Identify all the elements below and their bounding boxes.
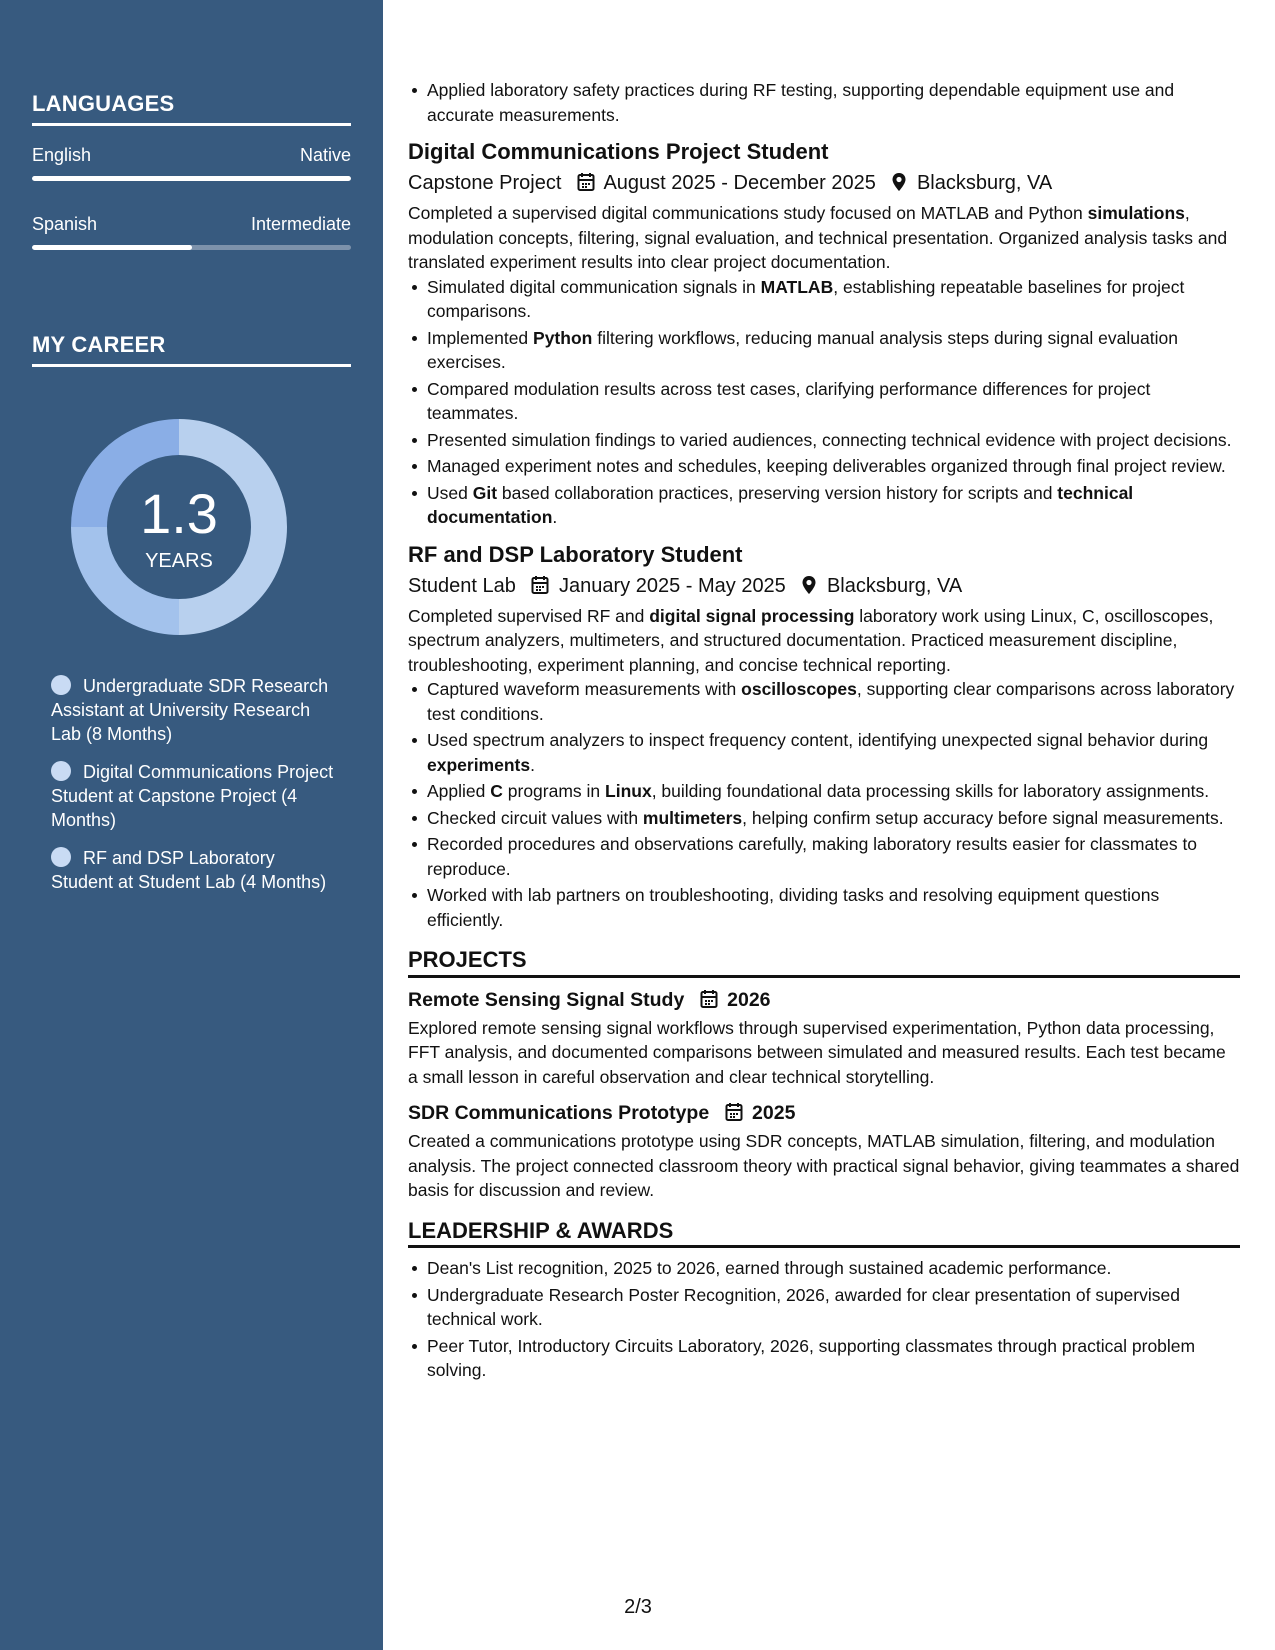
bullet-item: Implemented Python filtering workflows, reducing manual analysis steps during signal evaluation exercises.	[427, 326, 1240, 375]
sidebar	[0, 0, 383, 1650]
career-item	[51, 846, 341, 894]
language-proficiency-fill	[32, 176, 351, 181]
job-entry	[408, 137, 1240, 530]
job-description: Completed supervised RF and digital signal processing laboratory work using Linux, C, oscilloscopes, spectrum analyzers, multimeters, and structured documentation. Practiced measurement discipline, troubleshooting, experiment planning, and concise technical reporting.	[408, 605, 1214, 675]
intro-bullets	[408, 78, 1240, 127]
career-item	[51, 760, 341, 832]
bullet-dot-icon	[51, 675, 71, 695]
project-description: Created a communications prototype using SDR concepts, MATLAB simulation, filtering, and modulation analysis. The project connected classroom theory with practical signal behavior, giving teammates a shared basis for discussion and review.	[408, 1131, 1240, 1200]
bullet-item: Recorded procedures and observations carefully, making laboratory results easier for classmates to reproduce.	[427, 832, 1240, 881]
job-description: Completed a supervised digital communications study focused on MATLAB and Python simulations, modulation concepts, filtering, signal evaluation, and technical presentation. Organized analysis tasks and translated experiment results into clear project documentation.	[408, 203, 1228, 272]
bullet-item: Applied laboratory safety practices during RF testing, supporting dependable equipment use and accurate measurements.	[427, 78, 1240, 127]
bullet-item: Applied C programs in Linux, building foundational data processing skills for laboratory assignments.	[427, 779, 1240, 804]
awards-heading: LEADERSHIP & AWARDS	[408, 1219, 1240, 1249]
project-title-row	[408, 1099, 1240, 1127]
calendar-icon	[725, 1102, 743, 1122]
job-dates: January 2025 - May 2025	[559, 574, 786, 597]
language-level: Native	[299, 145, 351, 165]
job-org: Capstone Project	[408, 172, 562, 194]
bullet-item: Managed experiment notes and schedules, keeping deliverables organized through final project review.	[427, 454, 1240, 479]
map-pin-icon	[891, 172, 907, 192]
job-location: Blacksburg, VA	[826, 574, 963, 597]
projects-heading: PROJECTS	[408, 948, 1240, 978]
language-proficiency-bar	[32, 245, 351, 250]
project-entry	[408, 986, 1240, 1090]
job-entry	[408, 540, 1240, 933]
calendar-icon	[531, 575, 549, 595]
bullet-item: Compared modulation results across test cases, clarifying performance differences for project teammates.	[427, 377, 1240, 426]
awards-list	[408, 1256, 1240, 1383]
bullet-item: Used spectrum analyzers to inspect frequency content, identifying unexpected signal behavior during experiments.	[427, 728, 1240, 777]
career-heading: MY CAREER	[32, 332, 351, 367]
bullet-item: Checked circuit values with multimeters, helping confirm setup accuracy before signal measurements.	[427, 806, 1240, 831]
language-name: English	[32, 145, 92, 165]
project-year: 2026	[727, 988, 771, 1011]
career-item-text: Digital Communications Project Student at Capstone Project (4 Months)	[51, 762, 334, 830]
language-proficiency-bar	[32, 176, 351, 181]
bullet-item: Used Git based collaboration practices, preserving version history for scripts and technical documentation.	[427, 481, 1240, 530]
job-bullets	[408, 677, 1240, 932]
project-title: SDR Communications Prototype	[408, 1102, 710, 1124]
project-title-row	[408, 986, 1240, 1014]
career-years-value: 1.3	[140, 482, 218, 545]
career-list	[51, 674, 341, 908]
language-proficiency-fill	[32, 245, 192, 250]
career-donut-chart	[66, 414, 292, 640]
career-item	[51, 674, 341, 746]
job-bullets	[408, 275, 1240, 530]
bullet-item: Captured waveform measurements with oscilloscopes, supporting clear comparisons across laboratory test conditions.	[427, 677, 1240, 726]
award-item: Undergraduate Research Poster Recognition, 2026, awarded for clear presentation of supervised technical work.	[427, 1283, 1240, 1332]
bullet-item: Worked with lab partners on troubleshooting, dividing tasks and resolving equipment questions efficiently.	[427, 883, 1240, 932]
bullet-item: Simulated digital communication signals in MATLAB, establishing repeatable baselines for project comparisons.	[427, 275, 1240, 324]
bullet-item: Presented simulation findings to varied audiences, connecting technical evidence with project decisions.	[427, 428, 1240, 453]
job-title: RF and DSP Laboratory Student	[408, 541, 743, 567]
award-item: Peer Tutor, Introductory Circuits Laboratory, 2026, supporting classmates through practical problem solving.	[427, 1334, 1240, 1383]
main-content	[408, 78, 1240, 1385]
job-meta	[408, 167, 1240, 199]
calendar-icon	[700, 989, 718, 1009]
project-year: 2025	[752, 1102, 796, 1124]
bullet-dot-icon	[51, 761, 71, 781]
language-name: Spanish	[32, 214, 98, 234]
bullet-dot-icon	[51, 847, 71, 867]
job-org: Student Lab	[408, 574, 516, 597]
project-entry	[408, 1099, 1240, 1203]
calendar-icon	[577, 172, 595, 192]
project-title: Remote Sensing Signal Study	[408, 988, 685, 1011]
map-pin-icon	[801, 575, 817, 595]
project-description: Explored remote sensing signal workflows through supervised experimentation, Python data processing, FFT analysis, and documented comparisons between simulated and measured results. Each test became a small lesson in careful observation and clear technical storytelling.	[408, 1017, 1226, 1087]
career-item-text: Undergraduate SDR Research Assistant at University Research Lab (8 Months)	[51, 676, 329, 744]
award-item: Dean's List recognition, 2025 to 2026, earned through sustained academic performance.	[427, 1256, 1240, 1281]
job-title: Digital Communications Project Student	[408, 139, 829, 164]
job-meta	[408, 570, 1240, 602]
languages-heading: LANGUAGES	[32, 91, 351, 126]
language-level: Intermediate	[250, 214, 351, 234]
job-dates: August 2025 - December 2025	[603, 172, 876, 194]
page-number: 2/3	[624, 1596, 652, 1618]
career-item-text: RF and DSP Laboratory Student at Student Lab (4 Months)	[51, 848, 327, 892]
career-years-unit: YEARS	[145, 550, 213, 572]
job-location: Blacksburg, VA	[916, 172, 1053, 194]
